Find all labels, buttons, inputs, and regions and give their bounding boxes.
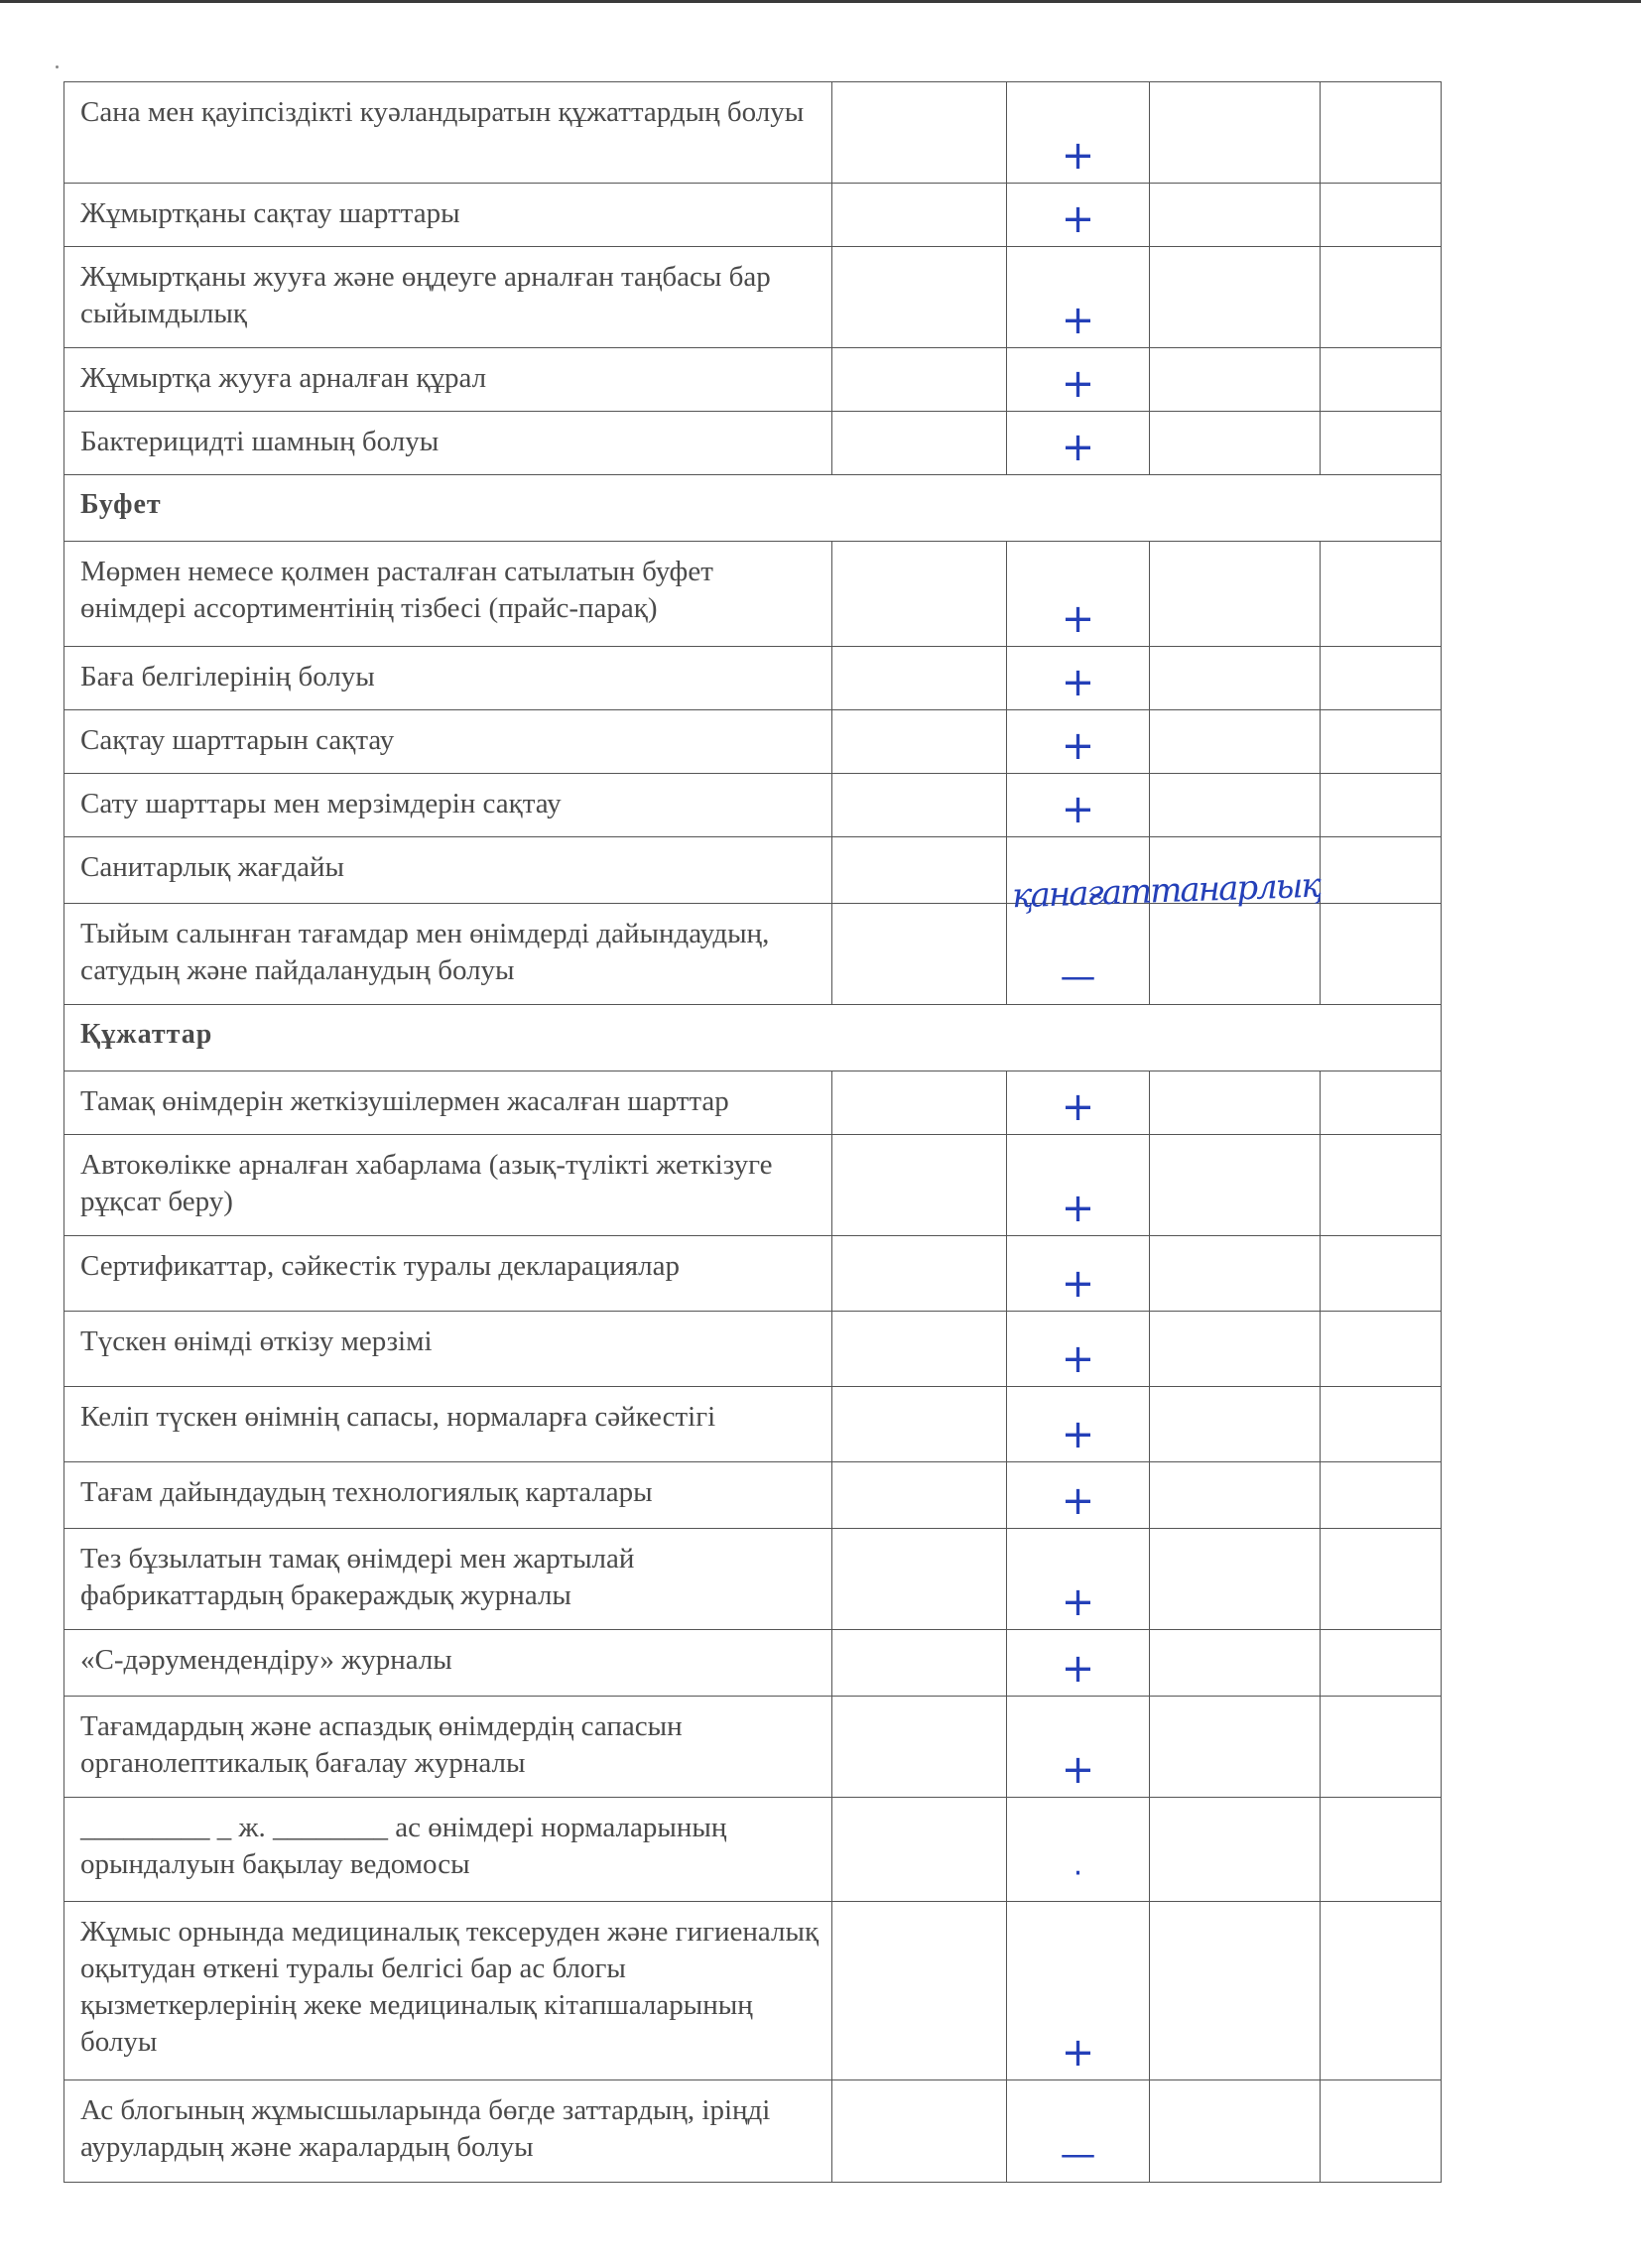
section-title: Құжаттар	[64, 1005, 1442, 1071]
handwritten-plus-mark: +	[1061, 787, 1095, 832]
mark-cell	[1007, 1135, 1150, 1236]
mark-cell	[1007, 1902, 1150, 2080]
mark-cell	[1007, 710, 1150, 774]
blank-cell	[1150, 904, 1321, 1005]
handwritten-plus-mark: +	[1061, 425, 1095, 470]
handwritten-plus-mark: +	[1061, 361, 1095, 407]
blank-cell	[1150, 647, 1321, 710]
blank-cell	[1321, 774, 1442, 837]
handwritten-plus-mark: +	[1061, 2030, 1095, 2076]
blank-cell	[1321, 904, 1442, 1005]
blank-cell	[832, 837, 1007, 904]
requirement-text: Ас блогының жұмысшыларында бөгде заттардың, іріңді аурулардың және жаралардың болуы	[64, 2080, 832, 2183]
requirement-text: Сақтау шарттарын сақтау	[64, 710, 832, 774]
requirement-text: Сату шарттары мен мерзімдерін сақтау	[64, 774, 832, 837]
blank-cell	[1321, 710, 1442, 774]
blank-cell	[1150, 1462, 1321, 1529]
blank-cell	[1321, 1529, 1442, 1630]
scan-speck	[56, 65, 59, 68]
blank-cell	[832, 247, 1007, 348]
section-header-row	[64, 1005, 1442, 1071]
handwritten-plus-mark: +	[1061, 1084, 1095, 1130]
checklist-row	[64, 1529, 1442, 1630]
blank-cell	[1321, 2080, 1442, 2183]
checklist-row	[64, 348, 1442, 412]
mark-cell	[1007, 2080, 1150, 2183]
blank-cell	[1321, 1462, 1442, 1529]
checklist-row	[64, 412, 1442, 475]
blank-cell	[832, 774, 1007, 837]
mark-cell	[1007, 1236, 1150, 1312]
requirement-text: Сертификаттар, сәйкестік туралы декларациялар	[64, 1236, 832, 1312]
blank-cell	[1321, 1798, 1442, 1902]
blank-cell	[1321, 542, 1442, 647]
blank-cell	[1321, 247, 1442, 348]
blank-cell	[832, 1630, 1007, 1697]
blank-cell	[1150, 412, 1321, 475]
handwritten-plus-mark: +	[1061, 196, 1095, 242]
blank-cell	[1321, 412, 1442, 475]
handwritten-plus-mark: +	[1061, 298, 1095, 343]
checklist-row	[64, 1387, 1442, 1462]
blank-cell	[1321, 1697, 1442, 1798]
mark-cell	[1007, 1630, 1150, 1697]
blank-cell	[832, 1312, 1007, 1387]
requirement-text: Мөрмен немесе қолмен расталған сатылатын буфет өнімдері ассортиментінің тізбесі (прайс-парақ)	[64, 542, 832, 647]
mark-cell	[1007, 1697, 1150, 1798]
blank-cell	[1321, 82, 1442, 184]
requirement-text: _________ _ ж. ________ ас өнімдері нормаларының орындалуын бақылау ведомосы	[64, 1798, 832, 1902]
blank-cell	[1321, 1630, 1442, 1697]
blank-cell	[1321, 348, 1442, 412]
blank-cell	[1150, 1798, 1321, 1902]
blank-cell	[1150, 1630, 1321, 1697]
blank-cell	[1150, 184, 1321, 247]
blank-cell	[1150, 1902, 1321, 2080]
blank-cell	[1150, 774, 1321, 837]
mark-cell	[1007, 904, 1150, 1005]
blank-cell	[832, 348, 1007, 412]
blank-cell	[1150, 1697, 1321, 1798]
blank-cell	[832, 1902, 1007, 2080]
requirement-text: Автокөлікке арналған хабарлама (азық-түлікті жеткізуге рұқсат беру)	[64, 1135, 832, 1236]
blank-cell	[832, 1236, 1007, 1312]
blank-cell	[832, 82, 1007, 184]
checklist-row	[64, 710, 1442, 774]
blank-cell	[1321, 647, 1442, 710]
blank-cell	[1321, 1387, 1442, 1462]
requirement-text: Жұмыртқаны жууға және өңдеуге арналған таңбасы бар сыйымдылық	[64, 247, 832, 348]
mark-cell	[1007, 542, 1150, 647]
handwritten-plus-mark: +	[1061, 1186, 1095, 1231]
requirement-text: Түскен өнімді өткізу мерзімі	[64, 1312, 832, 1387]
checklist-row	[64, 647, 1442, 710]
mark-cell	[1007, 348, 1150, 412]
blank-cell	[1150, 82, 1321, 184]
handwritten-plus-mark: +	[1061, 1579, 1095, 1625]
handwritten-plus-mark: +	[1061, 1646, 1095, 1692]
mark-cell	[1007, 1387, 1150, 1462]
requirement-text: Жұмыртқаны сақтау шарттары	[64, 184, 832, 247]
mark-cell	[1007, 774, 1150, 837]
checklist-row	[64, 184, 1442, 247]
handwritten-plus-mark: +	[1061, 723, 1095, 769]
mark-cell	[1007, 247, 1150, 348]
handwritten-note: қанағаттанарлық	[1011, 865, 1321, 917]
requirement-text: Тез бұзылатын тамақ өнімдері мен жартылай фабрикаттардың бракераждық журналы	[64, 1529, 832, 1630]
blank-cell	[832, 1462, 1007, 1529]
handwritten-dash-mark: —	[1060, 2134, 1096, 2175]
requirement-text: Бактерицидті шамның болуы	[64, 412, 832, 475]
checklist-row	[64, 1902, 1442, 2080]
mark-cell	[1007, 1798, 1150, 1902]
requirement-text: Сана мен қауіпсіздікті куәландыратын құжаттардың болуы	[64, 82, 832, 184]
blank-cell	[832, 1529, 1007, 1630]
checklist-row	[64, 1312, 1442, 1387]
handwritten-dash-mark: —	[1060, 956, 1096, 997]
checklist-row	[64, 1236, 1442, 1312]
blank-cell	[1150, 348, 1321, 412]
requirement-text: Тыйым салынған тағамдар мен өнімдерді дайындаудың, сатудың және пайдаланудың болуы	[64, 904, 832, 1005]
checklist-row	[64, 1798, 1442, 1902]
blank-cell	[1150, 710, 1321, 774]
requirement-text: Санитарлық жағдайы	[64, 837, 832, 904]
checklist-row	[64, 247, 1442, 348]
mark-cell	[1007, 412, 1150, 475]
blank-cell	[832, 1135, 1007, 1236]
blank-cell	[832, 412, 1007, 475]
blank-cell	[832, 184, 1007, 247]
requirement-text: Баға белгілерінің болуы	[64, 647, 832, 710]
handwritten-plus-mark: +	[1061, 1747, 1095, 1793]
blank-cell	[1150, 1135, 1321, 1236]
mark-cell	[1007, 1529, 1150, 1630]
mark-cell	[1007, 82, 1150, 184]
blank-cell	[1321, 1312, 1442, 1387]
mark-cell	[1007, 1071, 1150, 1135]
blank-cell	[832, 542, 1007, 647]
requirement-text: Тағамдардың және аспаздық өнімдердің сапасын органолептикалық бағалау журналы	[64, 1697, 832, 1798]
checklist-row	[64, 1462, 1442, 1529]
requirement-text: «С-дәрумендендіру» журналы	[64, 1630, 832, 1697]
handwritten-plus-mark: +	[1061, 1412, 1095, 1457]
handwritten-plus-mark: +	[1061, 660, 1095, 705]
handwritten-plus-mark: +	[1061, 596, 1095, 642]
handwritten-plus-mark: +	[1061, 1261, 1095, 1307]
blank-cell	[832, 710, 1007, 774]
mark-cell	[1007, 1312, 1150, 1387]
checklist-row	[64, 82, 1442, 184]
scan-top-edge	[0, 0, 1641, 3]
checklist-row	[64, 2080, 1442, 2183]
blank-cell	[1321, 1902, 1442, 2080]
blank-cell	[1150, 1529, 1321, 1630]
requirement-text: Тағам дайындаудың технологиялық карталары	[64, 1462, 832, 1529]
blank-cell	[832, 1387, 1007, 1462]
checklist-body	[64, 82, 1442, 2183]
blank-cell	[1150, 1071, 1321, 1135]
blank-cell	[1321, 1071, 1442, 1135]
blank-cell	[1321, 1135, 1442, 1236]
checklist-row	[64, 1697, 1442, 1798]
requirement-text: Жұмыртқа жууға арналған құрал	[64, 348, 832, 412]
blank-cell	[832, 1798, 1007, 1902]
blank-cell	[832, 1697, 1007, 1798]
requirement-text: Келіп түскен өнімнің сапасы, нормаларға сәйкестігі	[64, 1387, 832, 1462]
checklist-row	[64, 904, 1442, 1005]
blank-cell	[1150, 1236, 1321, 1312]
blank-cell	[1321, 1236, 1442, 1312]
checklist-row	[64, 1630, 1442, 1697]
checklist-row	[64, 1071, 1442, 1135]
mark-cell	[1007, 647, 1150, 710]
mark-cell	[1007, 184, 1150, 247]
checklist-row	[64, 774, 1442, 837]
blank-cell	[832, 647, 1007, 710]
blank-cell	[1150, 542, 1321, 647]
blank-cell	[1150, 1387, 1321, 1462]
checklist-table	[63, 81, 1442, 2183]
blank-cell	[832, 1071, 1007, 1135]
checklist-row	[64, 542, 1442, 647]
handwritten-plus-mark: +	[1061, 133, 1095, 179]
blank-cell	[832, 904, 1007, 1005]
blank-cell	[1321, 184, 1442, 247]
checklist-row	[64, 1135, 1442, 1236]
mark-cell	[1007, 1462, 1150, 1529]
handwritten-plus-mark: +	[1061, 1336, 1095, 1382]
blank-cell	[832, 2080, 1007, 2183]
handwritten-mark: ·	[1073, 1856, 1083, 1891]
blank-cell	[1150, 247, 1321, 348]
requirement-text: Жұмыс орнында медициналық тексеруден және гигиеналық оқытудан өткені туралы белгісі бар ас блогы қызметкерлерінің жеке медициналық кітапшаларының болуы	[64, 1902, 832, 2080]
blank-cell	[1150, 2080, 1321, 2183]
blank-cell	[1321, 837, 1442, 904]
section-header-row	[64, 475, 1442, 542]
requirement-text: Тамақ өнімдерін жеткізушілермен жасалған шарттар	[64, 1071, 832, 1135]
blank-cell	[1150, 1312, 1321, 1387]
handwritten-plus-mark: +	[1061, 1478, 1095, 1524]
section-title: Буфет	[64, 475, 1442, 542]
